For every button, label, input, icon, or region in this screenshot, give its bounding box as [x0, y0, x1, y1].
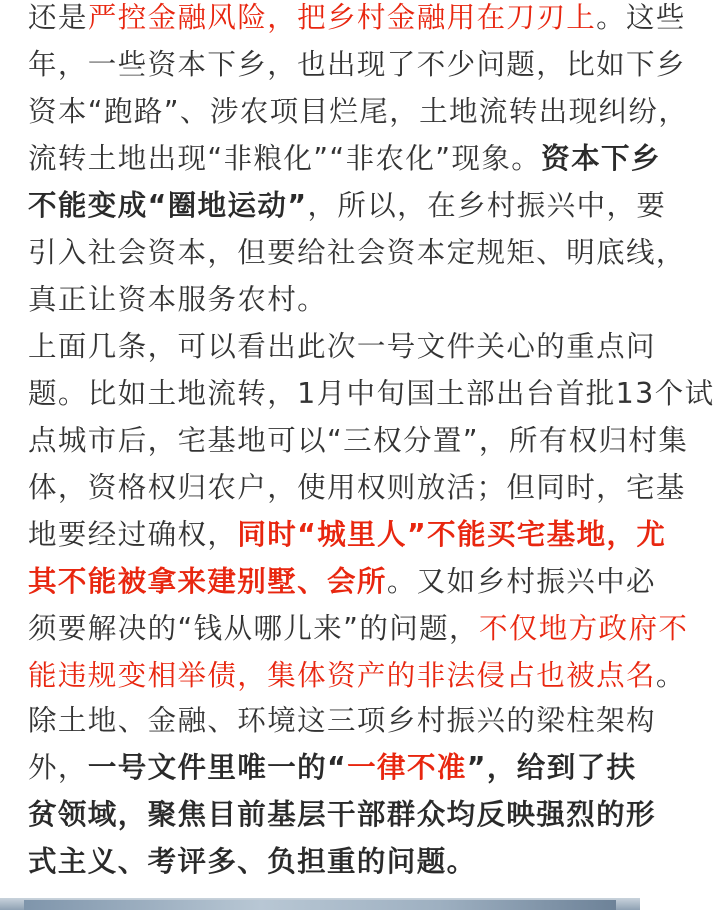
- text-line: [28, 838, 656, 885]
- text-line: [28, 791, 656, 838]
- text-segment: 还是: [28, 1, 88, 34]
- paragraph-1: [28, 0, 688, 323]
- paragraph-2: [28, 323, 715, 699]
- highlight-text: 式主义、考评多、负担重的问题。: [28, 845, 477, 878]
- article-photo-content: [24, 900, 616, 910]
- text-line: [28, 558, 715, 605]
- text-line: [28, 464, 715, 511]
- highlight-text: 一号文件里唯一的“: [87, 751, 348, 784]
- text-segment: 体，资格权归农户，使用权则放活；但同时，宅基: [28, 471, 686, 504]
- highlight-text: 严控金融风险，把乡村金融用在刀刃上: [87, 1, 597, 34]
- highlight-text: ”，给到了扶: [466, 751, 637, 784]
- highlight-text: 贫领域，聚焦目前基层干部群众均反映强烈的形: [28, 798, 656, 831]
- text-segment: 资本“跑路”、涉农项目烂尾，土地流转出现纠纷，: [28, 95, 689, 128]
- text-segment: 上面几条，可以看出此次一号文件关心的重点问: [28, 330, 656, 363]
- text-line: [28, 135, 688, 182]
- text-line: [28, 697, 656, 744]
- text-line: [28, 182, 688, 229]
- text-segment: 真正让资本服务农村。: [28, 283, 328, 316]
- text-segment: 。这些: [596, 1, 686, 34]
- text-line: [28, 652, 715, 699]
- text-segment: 引入社会资本，但要给社会资本定规矩、明底线，: [28, 236, 686, 269]
- text-segment: 点城市后，宅基地可以“三权分置”，所有权归村集: [28, 424, 689, 457]
- paragraph-3: [28, 697, 656, 885]
- text-line: [28, 88, 688, 135]
- text-line: [28, 511, 715, 558]
- text-line: [28, 41, 688, 88]
- highlight-text: 一律不准: [347, 751, 467, 784]
- text-segment: 题。比如土地流转，1月中旬国土部出台首批13个试: [28, 377, 715, 410]
- highlight-text: 其不能被拿来建别墅、会所: [28, 565, 387, 598]
- text-segment: 流转土地出现“非粮化”“非农化”现象。: [28, 142, 542, 175]
- text-segment: 须要解决的“钱从哪儿来”的问题，: [28, 612, 479, 645]
- highlight-text: 资本下乡: [541, 142, 661, 175]
- highlight-text: 同时“城里人”不能买宅基地，尤: [237, 518, 667, 551]
- highlight-text: 不仅地方政府不: [478, 612, 689, 645]
- highlight-text: 能违规变相举债，集体资产的非法侵占也被点名: [28, 659, 656, 692]
- text-line: [28, 370, 715, 417]
- text-segment: 地要经过确权，: [28, 518, 238, 551]
- highlight-text: 不能变成“圈地运动”: [28, 189, 308, 222]
- text-line: [28, 0, 688, 41]
- text-segment: 。: [655, 659, 686, 692]
- article-photo: [0, 898, 640, 910]
- text-line: [28, 417, 715, 464]
- text-line: [28, 229, 688, 276]
- text-segment: ，所以，在乡村振兴中，要: [307, 189, 667, 222]
- text-line: [28, 323, 715, 370]
- text-segment: 年，一些资本下乡，也出现了不少问题，比如下乡: [28, 48, 686, 81]
- text-line: [28, 276, 688, 323]
- text-line: [28, 605, 715, 652]
- text-line: [28, 744, 656, 791]
- text-segment: 除土地、金融、环境这三项乡村振兴的梁柱架构: [28, 704, 656, 737]
- text-segment: 。又如乡村振兴中必: [386, 565, 656, 598]
- text-segment: 外，: [28, 751, 88, 784]
